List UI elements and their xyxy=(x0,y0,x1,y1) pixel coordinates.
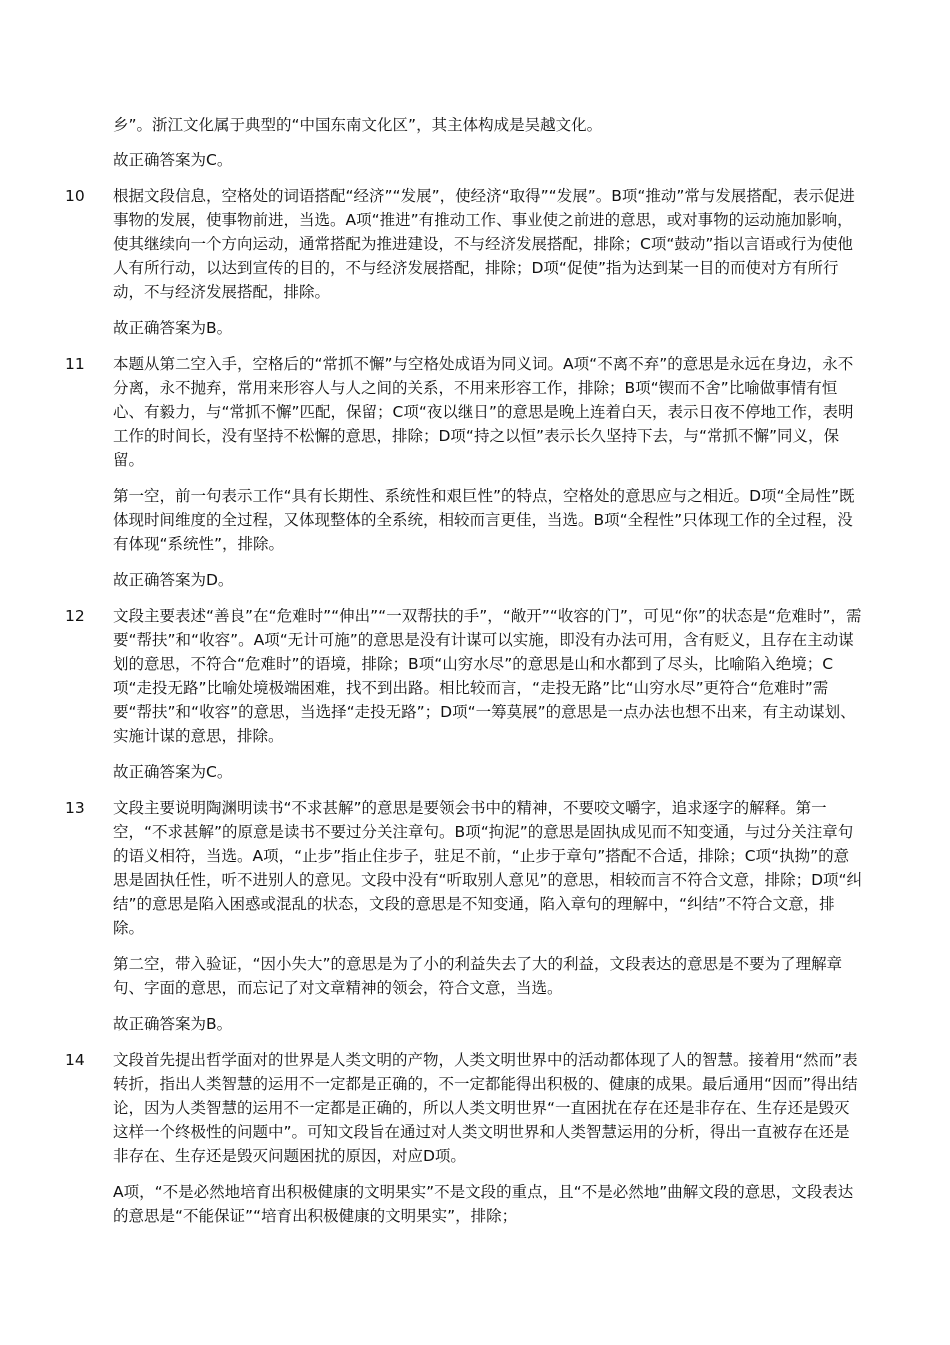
question-number: 12 xyxy=(65,607,85,625)
explanation-paragraph: 文段主要表述“善良”在“危难时”“伸出”“一双帮扶的手”，“敞开”“收容的门”，可见“你”的状态是“危难时”，需要“帮扶”和“收容”。A项“无计可施”的意思是没有计谋可以实施，即没有办法可用，含有贬义，且存在主动谋划的意思，不符合“危难时”的语境，排除；B项“山穷水尽”的意思是山和水都到了尽头，比喻陷入绝境；C项“走投无路”比喻处境极端困难，找不到出路。相比较而言，“走投无路”比“山穷水尽”更符合“危难时”需要“帮扶”和“收容”的意思，当选择“走投无路”；D项“一筹莫展”的意思是一点办法也想不出来，有主动谋划、实施计谋的意思，排除。 xyxy=(113,607,862,745)
carry-over-paragraph: 乡”。浙江文化属于典型的“中国东南文化区”，其主体构成是吴越文化。 xyxy=(113,116,603,134)
question-number: 13 xyxy=(65,799,85,817)
explanation-paragraph: 文段首先提出哲学面对的世界是人类文明的产物，人类文明世界中的活动都体现了人的智慧。接着用“然而”表转折，指出人类智慧的运用不一定都是正确的，不一定都能得出积极的、健康的成果。最后通用“因而”得出结论，因为人类智慧的运用不一定都是正确的，所以人类文明世界“一直困扰在存在还是非存在、生存还是毁灭这样一个终极性的问题中”。可知文段旨在通过对人类文明世界和人类智慧运用的分析，得出一直被存在还是非存在、生存还是毁灭问题困扰的原因，对应D项。 xyxy=(113,1051,858,1165)
explanation-paragraph: A项，“不是必然地培育出积极健康的文明果实”不是文段的重点，且“不是必然地”曲解文段的意思，文段表达的意思是“不能保证”“培育出积极健康的文明果实”，排除； xyxy=(113,1183,854,1225)
answer-line: 故正确答案为C。 xyxy=(113,151,233,169)
answer-line: 故正确答案为D。 xyxy=(113,571,234,589)
explanation-paragraph: 文段主要说明陶渊明读书“不求甚解”的意思是要领会书中的精神，不要咬文嚼字，追求逐字的解释。第一空，“不求甚解”的原意是读书不要过分关注章句。B项“拘泥”的意思是固执成见而不知变通，与过分关注章句的语义相符，当选。A项，“止步”指止住步子，驻足不前，“止步于章句”搭配不合适，排除；C项“执拗”的意思是固执任性，听不进别人的意见。文段中没有“听取别人意见”的意思，相较而言不符合文意，排除；D项“纠结”的意思是陷入困惑或混乱的状态，文段的意思是不知变通，陷入章句的理解中，“纠结”不符合文意，排除。 xyxy=(113,799,863,937)
answer-line: 故正确答案为C。 xyxy=(113,763,233,781)
question-number: 10 xyxy=(65,187,85,205)
explanation-paragraph: 第一空，前一句表示工作“具有长期性、系统性和艰巨性”的特点，空格处的意思应与之相近。D项“全局性”既体现时间维度的全过程，又体现整体的全系统，相较而言更佳，当选。B项“全程性”只体现工作的全过程，没有体现“系统性”，排除。 xyxy=(113,487,855,553)
explanation-paragraph: 根据文段信息，空格处的词语搭配“经济”“发展”，使经济“取得”“发展”。B项“推动”常与发展搭配，表示促进事物的发展，使事物前进，当选。A项“推进”有推动工作、事业使之前进的意思，或对事物的运动施加影响，使其继续向一个方向运动，通常搭配为推进建设，不与经济发展搭配，排除；C项“鼓动”指以言语或行为使他人有所行动，以达到宣传的目的，不与经济发展搭配，排除；D项“促使”指为达到某一目的而使对方有所行动，不与经济发展搭配，排除。 xyxy=(113,187,855,301)
explanation-paragraph: 第二空，带入验证，“因小失大”的意思是为了小的利益失去了大的利益，文段表达的意思是不要为了理解章句、字面的意思，而忘记了对文章精神的领会，符合文意，当选。 xyxy=(113,955,843,997)
explanation-paragraph: 本题从第二空入手，空格后的“常抓不懈”与空格处成语为同义词。A项“不离不弃”的意思是永远在身边，永不分离，永不抛弃，常用来形容人与人之间的关系，不用来形容工作，排除；B项“锲而不舍”比喻做事情有恒心、有毅力，与“常抓不懈”匹配，保留；C项“夜以继日”的意思是晚上连着白天，表示日夜不停地工作，表明工作的时间长，没有坚持不松懈的意思，排除；D项“持之以恒”表示长久坚持下去，与“常抓不懈”同义，保留。 xyxy=(113,355,854,469)
answer-line: 故正确答案为B。 xyxy=(113,1015,233,1033)
answer-line: 故正确答案为B。 xyxy=(113,319,233,337)
question-number: 11 xyxy=(65,355,85,373)
question-number: 14 xyxy=(65,1051,85,1069)
